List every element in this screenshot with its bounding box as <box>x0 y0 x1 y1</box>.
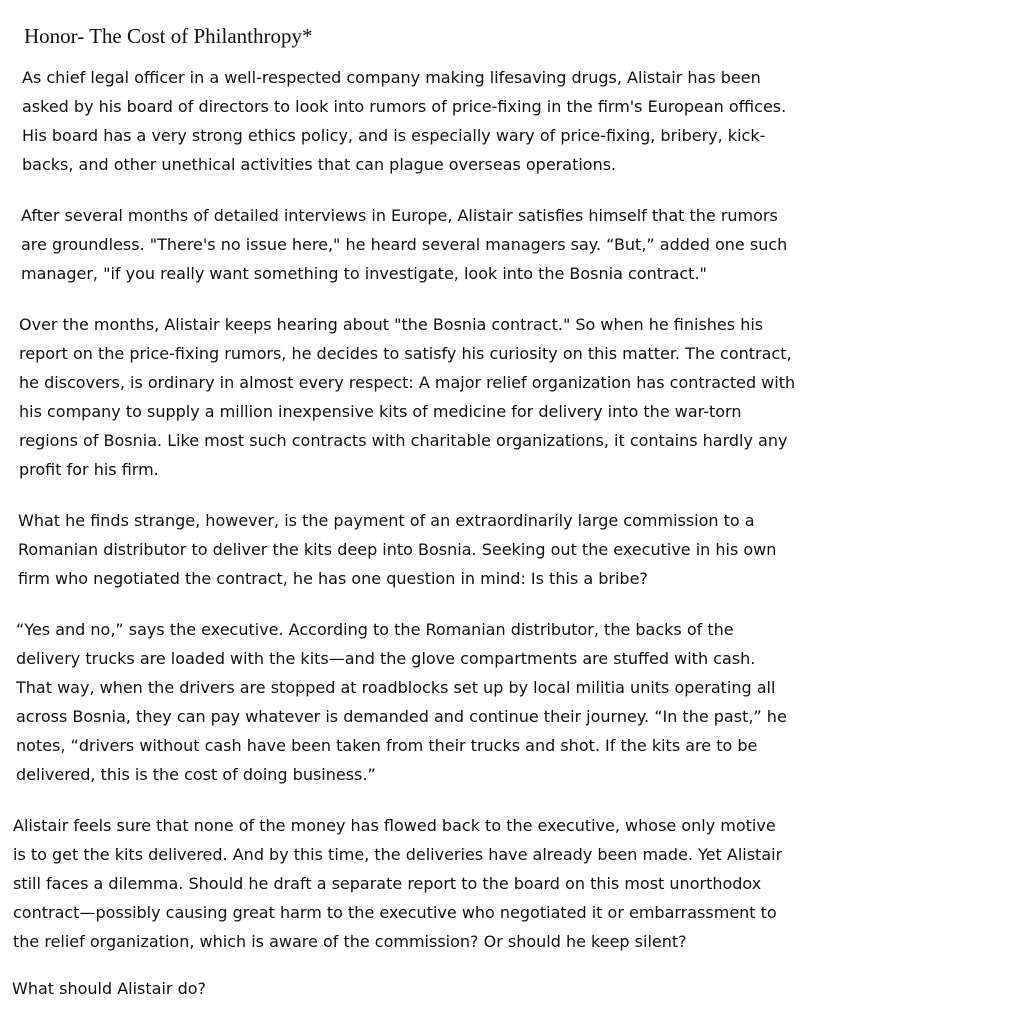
text-line: His board has a very strong ethics policy, and is especially wary of price-fixing, bribery, kick- <box>22 126 766 145</box>
text-line: Over the months, Alistair keeps hearing about "the Bosnia contract." So when he finishes his <box>19 315 764 334</box>
text-line: report on the price-fixing rumors, he decides to satisfy his curiosity on this matter. The contract, <box>19 344 792 363</box>
text-line: he discovers, is ordinary in almost every respect: A major relief organization has contracted with <box>19 373 796 392</box>
text-line: regions of Bosnia. Like most such contracts with charitable organizations, it contains hardly any <box>19 431 788 450</box>
text-line: firm who negotiated the contract, he has one question in mind: Is this a bribe? <box>18 569 648 588</box>
paragraph-interviews <box>21 201 787 288</box>
text-line: notes, “drivers without cash have been taken from their trucks and shot. If the kits are to be <box>16 736 758 755</box>
paragraph-commission <box>18 506 776 593</box>
text-line: contract—possibly causing great harm to the executive who negotiated it or embarrassment to <box>13 903 777 922</box>
text-line: delivery trucks are loaded with the kits—and the glove compartments are stuffed with cash. <box>16 649 756 668</box>
text-line: are groundless. "There's no issue here," he heard several managers say. “But,” added one such <box>21 235 788 254</box>
text-line: “Yes and no,” says the executive. According to the Romanian distributor, the backs of the <box>16 620 734 639</box>
text-line: As chief legal officer in a well-respected company making lifesaving drugs, Alistair has been <box>22 68 761 87</box>
paragraph-assignment <box>22 63 786 179</box>
text-line: the relief organization, which is aware of the commission? Or should he keep silent? <box>13 932 687 951</box>
text-line: Alistair feels sure that none of the money has flowed back to the executive, whose only motive <box>13 816 776 835</box>
text-line: asked by his board of directors to look into rumors of price-fixing in the firm's European offices. <box>22 97 787 116</box>
text-line: Romanian distributor to deliver the kits deep into Bosnia. Seeking out the executive in his own <box>18 540 777 559</box>
text-line: manager, "if you really want something to investigate, look into the Bosnia contract." <box>21 264 707 283</box>
paragraph-executive-response <box>16 615 787 789</box>
text-line: across Bosnia, they can pay whatever is demanded and continue their journey. “In the past,” he <box>16 707 787 726</box>
text-line: is to get the kits delivered. And by this time, the deliveries have already been made. Yet Alistair <box>13 845 783 864</box>
paragraph-question <box>12 974 206 1003</box>
paragraph-bosnia-contract <box>19 310 795 484</box>
text-line: backs, and other unethical activities that can plague overseas operations. <box>22 155 617 174</box>
text-line: his company to supply a million inexpensive kits of medicine for delivery into the war-torn <box>19 402 742 421</box>
text-line: profit for his firm. <box>19 460 159 479</box>
text-line: After several months of detailed interviews in Europe, Alistair satisfies himself that the rumors <box>21 206 778 225</box>
text-line: still faces a dilemma. Should he draft a separate report to the board on this most unorthodox <box>13 874 762 893</box>
text-line: What he finds strange, however, is the payment of an extraordinarily large commission to a <box>18 511 755 530</box>
text-line: What should Alistair do? <box>12 979 207 998</box>
document-title: Honor- The Cost of Philanthropy* <box>24 24 313 48</box>
text-line: That way, when the drivers are stopped at roadblocks set up by local militia units operating all <box>16 678 776 697</box>
paragraph-dilemma <box>13 811 782 956</box>
text-line: delivered, this is the cost of doing business.” <box>16 765 376 784</box>
